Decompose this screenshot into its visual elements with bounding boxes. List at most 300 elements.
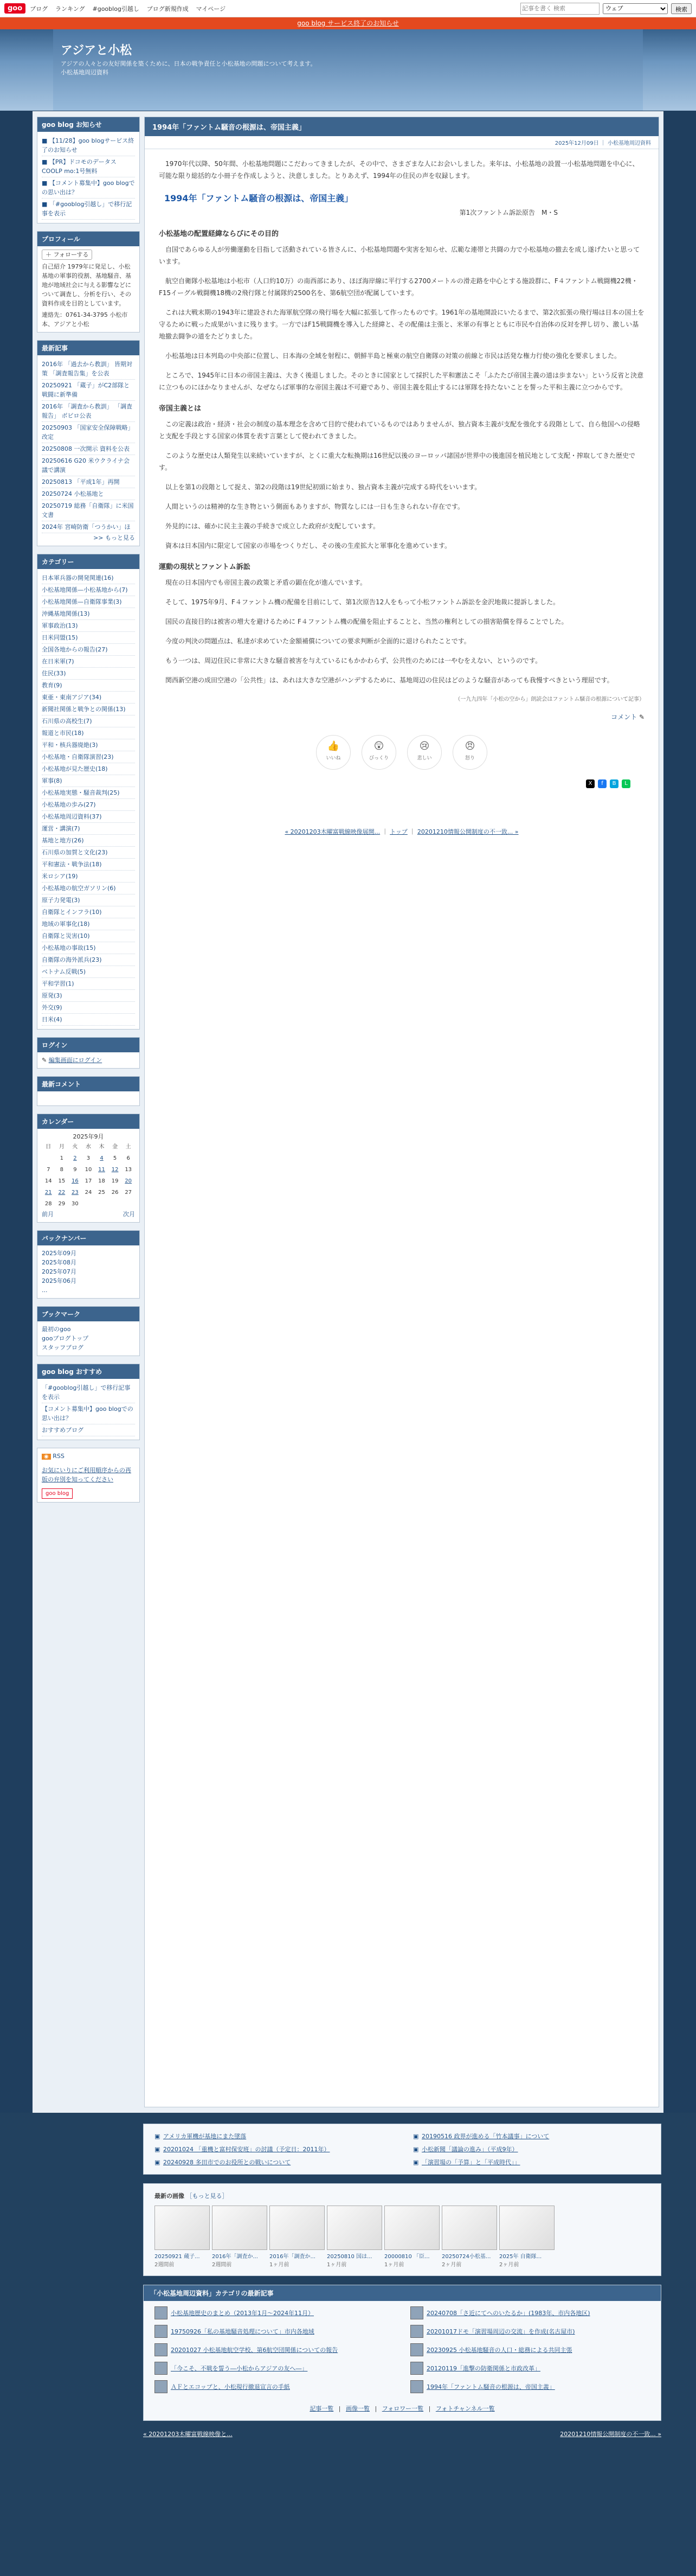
thumb-age: 2週間前 — [212, 2262, 232, 2268]
category-link[interactable]: 原発 — [42, 992, 54, 999]
comment-link[interactable]: コメント — [611, 713, 637, 721]
next-article-link[interactable]: 20201210情報公開制度の不一致... » — [417, 828, 519, 835]
reaction-icon: 😲 — [373, 740, 384, 752]
category-link[interactable]: 小松基地の航空ガソリン — [42, 885, 107, 892]
calendar-weekday: 水 — [85, 1144, 91, 1150]
category-latest-thumb[interactable] — [410, 2325, 423, 2338]
article-paragraph: この定義は政治・経済・社会の制度の基本理念を含めて目的で使われているものではありませんが、独占資本主義が支配を強化する段階として、自ら他国への侵略と支配を手段とする国家の体質を表す言葉として使われてきました。 — [159, 420, 640, 440]
category-link[interactable]: 平和憲法・戦争法 — [42, 861, 89, 868]
recent-link[interactable]: 20250808 一次開示 資料を公表 — [42, 445, 130, 452]
plus-icon: ＋ — [46, 251, 51, 258]
related-link-text: 20240928 多田市でのお役所との戦いについて — [163, 2159, 291, 2166]
recent-link[interactable]: 20250719 総務「自衛隊」に米国文書 — [42, 502, 134, 519]
reaction-button[interactable] — [407, 735, 442, 770]
related-link[interactable] — [154, 2158, 391, 2166]
image-section-more[interactable]: ［もっと見る］ — [186, 2193, 228, 2200]
topbar-link[interactable]: ランキング — [55, 5, 85, 12]
article-paragraph: ところで、1945年に日本の帝国主義は、大きく後退しました。そのときに国家として採択した平和憲法こそ「ふたたび帝国主義の道は歩まない」という反省と決意に立つものにほかなりませんが、なぜならば軍事的な帝国主義は不可避であり、帝国主義を阻止するには軍隊を持たないことを誓った平和主義に立つからです。 — [159, 372, 644, 391]
article-paragraph: 外見的には、確かに民主主義の手続きで成立した政府が支配しています。 — [165, 522, 380, 530]
notice-link[interactable]: goo blog サービス終了のお知らせ — [297, 20, 399, 27]
category-link[interactable]: 小松基地・自衛隊演習 — [42, 753, 101, 760]
category-latest-thumb[interactable] — [154, 2380, 167, 2393]
article-title-bar[interactable]: 1994年「ファントム騒音の根源は、帝国主義」 — [145, 117, 659, 136]
recent-link[interactable]: 20250813 「平成1年」再開 — [42, 478, 120, 485]
footer-nav-link[interactable]: 記事一覧 — [310, 2405, 334, 2412]
category-count: (10) — [78, 932, 90, 939]
calendar-day[interactable]: 22 — [58, 1190, 66, 1196]
calendar-weekday: 土 — [125, 1144, 131, 1150]
category-latest-link[interactable]: 20201027 小松基地航空学校、第6航空団関係についての報告 — [171, 2347, 338, 2354]
related-link-text: 「演習場の「予算」と「平成時代」」 — [422, 2159, 520, 2166]
recent-item — [42, 380, 135, 401]
reaction-icon: 😢 — [419, 740, 430, 752]
bookmark-link[interactable]: 最初のgoo — [42, 1326, 71, 1333]
article-paragraph: このような歴史は人類発生以来続いていますが、とくに重大な転換期は16世紀以後のヨーロッパ諸国が世界中の後進国を植民地として支配・搾取してきた歴史です。 — [159, 452, 636, 471]
recent-link[interactable]: 20250921 「蔵子」がC2部隊と戦闘に新準備 — [42, 382, 130, 398]
recent-box — [37, 340, 140, 546]
category-item — [42, 704, 135, 715]
category-latest-item[interactable] — [410, 2343, 650, 2356]
image-thumb[interactable] — [154, 2206, 209, 2268]
notice-item — [42, 135, 135, 156]
category-link[interactable]: 石川県の高校生 — [42, 718, 83, 725]
category-link[interactable]: 石川県の加賀と文化 — [42, 849, 95, 856]
footer-nav-link[interactable]: フォトチャンネル一覧 — [435, 2405, 495, 2412]
category-latest-link[interactable]: 20201017ドモ「演習場周辺の交流」を作成(名古屋市) — [427, 2328, 575, 2335]
thumb-icon: ▣ — [154, 2159, 160, 2166]
notice-box-title: goo blog お知らせ — [37, 117, 139, 132]
category-count: (26) — [72, 837, 84, 844]
thumb-image[interactable] — [384, 2206, 440, 2250]
category-latest-link[interactable]: 20120119「進撃の防衛関係と市政改革」 — [427, 2365, 540, 2372]
article-heading: 1994年「ファントム騒音の根源は、帝国主義」 — [164, 193, 353, 203]
category-latest-thumb[interactable] — [410, 2380, 423, 2393]
category-latest-item[interactable] — [154, 2362, 394, 2375]
category-link[interactable]: 教育 — [42, 682, 54, 689]
category-link[interactable]: 小松基地関係—小松基地から — [42, 586, 119, 593]
calendar-day[interactable]: 16 — [72, 1178, 79, 1184]
thumb-icon: ▣ — [154, 2146, 160, 2153]
thumb-caption[interactable]: 2016年「調査か... — [269, 2254, 315, 2260]
thumb-image[interactable] — [212, 2206, 267, 2250]
category-count: (19) — [66, 873, 78, 880]
calendar-day — [82, 1198, 95, 1210]
calendar-prev[interactable]: 前月 — [42, 1211, 54, 1218]
calendar-day: 14 — [44, 1178, 52, 1184]
thumb-icon: ▣ — [413, 2146, 419, 2153]
category-count: (7) — [83, 718, 92, 725]
profile-address: 連絡先：0761-34-3795 小松市本、アジアと小松 — [42, 311, 128, 328]
calendar-day[interactable]: 12 — [111, 1167, 119, 1173]
category-box — [37, 554, 140, 1030]
search-button[interactable]: 検索 — [671, 3, 692, 14]
blog-desc-line: 小松基地周辺資料 — [61, 69, 108, 76]
backnumber-more[interactable]: ... — [42, 1287, 48, 1294]
category-count: (5) — [77, 968, 86, 975]
category-item — [42, 871, 135, 883]
category-latest-item[interactable] — [410, 2380, 650, 2393]
article-paragraph: 自国であらゆる人が労働運動を目指して活動されている皆さんに、小松基地問題や実害を知らせ、広範な連帯と共闘の力で小松基地の撤去を成し遂げたいと思っています。 — [159, 246, 640, 265]
related-link[interactable] — [154, 2132, 391, 2140]
bookmark-link[interactable]: スタッフブログ — [42, 1344, 83, 1351]
osusume-box-title: goo blog おすすめ — [37, 1364, 139, 1379]
info-icon: ■ — [42, 180, 49, 187]
category-link[interactable]: 沖縄基地関係 — [42, 610, 78, 617]
calendar-next[interactable]: 次月 — [123, 1211, 135, 1218]
category-item — [42, 644, 135, 656]
category-link[interactable]: 自衛隊の海外派兵 — [42, 956, 89, 963]
category-count: (1) — [66, 980, 74, 987]
notice-item — [42, 177, 135, 199]
image-thumb[interactable] — [384, 2206, 439, 2268]
reaction-icon: 👍 — [327, 740, 340, 752]
backnumber-link[interactable]: 2025年06月 — [42, 1277, 76, 1284]
related-link-text: 20201024 「重機と富村保安班」の討議（予定日：2011年） — [163, 2146, 330, 2153]
notice-link[interactable]: 【PR】ドコモのデータスCOOLP mo:1号無料 — [42, 158, 117, 175]
sns-share-icon[interactable]: f — [598, 779, 607, 788]
footer-nav-link[interactable]: 画像一覧 — [346, 2405, 370, 2412]
reaction-button[interactable] — [362, 735, 396, 770]
section-heading: 小松基地の配置経緯ならびにその目的 — [159, 230, 279, 238]
topbar-link[interactable]: ブログ新規作成 — [146, 5, 189, 12]
category-link[interactable]: 小松基地が見た歴史 — [42, 765, 95, 772]
category-latest-item[interactable] — [410, 2306, 650, 2319]
calendar-day: 17 — [85, 1178, 92, 1184]
category-item — [42, 1002, 135, 1014]
category-latest-link[interactable]: 20230925 小松基地騒音の人口・総務による共同主張 — [427, 2347, 572, 2354]
thumb-caption[interactable]: 2025年 自衛隊... — [499, 2254, 542, 2260]
calendar-day[interactable]: 20 — [125, 1178, 132, 1184]
category-link[interactable]: 基地と地方 — [42, 837, 72, 844]
calendar-day — [95, 1198, 108, 1210]
recent-item — [42, 500, 135, 521]
login-link[interactable]: 編集画面にログイン — [48, 1057, 102, 1064]
category-count: (15) — [83, 944, 96, 951]
article-paragraph: 小松基地は日本列島の中央部に位置し、日本海の全域を射程に、朝鮮半島と極東の航空自衛隊の対策の前線と市民は活発な権力行使の強化を要求しました。 — [165, 352, 621, 360]
category-latest-thumb[interactable] — [154, 2362, 167, 2375]
related-link-text: アメリカ軍機が基地にまた墜落 — [163, 2133, 247, 2140]
category-count: (27) — [83, 801, 96, 808]
related-link[interactable] — [413, 2132, 650, 2140]
related-link[interactable] — [413, 2158, 650, 2166]
recent-link[interactable]: 2016年 「過去から教訓」 皆期対策 「調査報告集」を公表 — [42, 361, 132, 377]
calendar-box-title: カレンダー — [37, 1114, 139, 1129]
article-paragraph: 今度の判決の問題点は、私達が求めていた金額補償についての要求判断が全面的に退けられたことです。 — [165, 637, 471, 645]
category-link[interactable]: 平和学習 — [42, 980, 66, 987]
calendar-day[interactable]: 11 — [98, 1167, 105, 1173]
article-paragraph: 現在の日本国内でも帝国主義の政策と矛盾の顕在化が進んでいます。 — [165, 579, 367, 586]
thumb-caption[interactable]: 20250921 蔵子... — [154, 2254, 200, 2260]
category-latest-item[interactable] — [154, 2380, 394, 2393]
sns-share-icon[interactable]: B — [610, 779, 618, 788]
related-box — [143, 2124, 661, 2175]
image-thumb[interactable] — [212, 2206, 266, 2268]
category-box-title: カテゴリー — [37, 554, 139, 569]
thumb-age: 2週間前 — [154, 2262, 175, 2268]
recent-link[interactable]: 2016年 「調査から教訓」 「調査報告」 ボビロ公表 — [42, 403, 132, 419]
category-link[interactable]: 運営・講演 — [42, 825, 72, 832]
category-link[interactable]: 平和・核兵器廃絶 — [42, 742, 89, 749]
recent-link[interactable]: 2024年 宮崎防衛「つうかい」ほ — [42, 523, 131, 530]
calendar-day: 7 — [47, 1167, 50, 1173]
thumb-image[interactable] — [154, 2206, 210, 2250]
category-count: (27) — [95, 646, 108, 653]
category-item — [42, 894, 135, 906]
category-count: (23) — [101, 753, 114, 760]
page-wrap — [33, 111, 663, 2113]
thumb-caption[interactable]: 20000810 「臣... — [384, 2254, 430, 2260]
category-count: (16) — [101, 574, 114, 581]
category-count: (33) — [54, 670, 66, 677]
login-box-title: ログイン — [37, 1038, 139, 1052]
thumb-image[interactable] — [327, 2206, 382, 2250]
category-count: (23) — [95, 849, 108, 856]
bottom-prev-link[interactable]: « 20201203木曜富戦線映像と... — [143, 2431, 233, 2438]
bookmark-box — [37, 1306, 140, 1356]
category-item — [42, 692, 135, 704]
thumb-image[interactable] — [442, 2206, 497, 2250]
category-link[interactable]: 小松基地の歩み — [42, 801, 83, 808]
related-link[interactable] — [154, 2145, 391, 2153]
notice-item — [42, 199, 135, 220]
category-link[interactable]: 小松基地実態・騒音裁判 — [42, 789, 107, 796]
topbar-link[interactable]: マイページ — [196, 5, 226, 12]
category-latest-item[interactable] — [410, 2362, 650, 2375]
calendar-weekday: 金 — [112, 1144, 118, 1150]
calendar-day: 25 — [98, 1190, 105, 1196]
article-paragraph: もう一つは、周辺住民に非常に大きな騒音被害を与えているにもかかわらず、公共性のためには一やむをえない、というのです。 — [165, 657, 542, 664]
category-count: (23) — [89, 956, 102, 963]
topbar-links — [30, 4, 231, 13]
calendar-day: 28 — [44, 1201, 52, 1207]
category-link[interactable]: 住民 — [42, 670, 54, 677]
category-count: (6) — [107, 885, 116, 892]
category-item — [42, 918, 135, 930]
thumb-image[interactable] — [269, 2206, 325, 2250]
thumb-age: 2ヶ月前 — [499, 2262, 519, 2268]
calendar-day: 9 — [73, 1167, 77, 1173]
goo-topbar — [0, 0, 696, 17]
category-item — [42, 799, 135, 811]
backnumber-link[interactable]: 2025年07月 — [42, 1268, 76, 1275]
category-count: (18) — [72, 730, 84, 737]
blog-header — [0, 29, 696, 111]
category-latest-link[interactable]: 小松基地歴史のまとめ（2013年1月〜2024年11月） — [171, 2310, 314, 2317]
category-link[interactable]: 日本軍兵器の開発関連 — [42, 574, 101, 581]
rss-link[interactable]: RSS — [53, 1453, 65, 1460]
category-count: (3) — [113, 598, 122, 605]
category-latest-thumb[interactable] — [154, 2325, 167, 2338]
image-box — [143, 2183, 661, 2276]
category-count: (7) — [119, 586, 128, 593]
category-item — [42, 835, 135, 847]
category-count: (10) — [89, 909, 102, 916]
osusume-link[interactable]: 【コメント募集中】goo blogでの思い出は？ — [42, 1403, 135, 1424]
category-latest-thumb[interactable] — [410, 2362, 423, 2375]
article-paragraph: 関西新空港の成田空港の「公共性」は、あれは大きな空港がハンデするために、基地周辺の住民はどのような騒音があっても我慢すべきという理屈です。 — [165, 676, 614, 684]
notice-link[interactable]: 【11/28】goo blogサービス終了のお知らせ — [42, 137, 134, 154]
calendar-day[interactable]: 23 — [72, 1190, 79, 1196]
category-link[interactable]: 日米同盟 — [42, 634, 66, 641]
sns-share-icon[interactable]: L — [622, 779, 630, 788]
related-link-text: 小松新聞「議論の進み」（平成9年） — [422, 2146, 518, 2153]
blog-title[interactable]: アジアと小松 — [61, 43, 132, 57]
prev-article-link[interactable]: « 20201203木曜富戦線映像展開... — [285, 828, 381, 835]
category-latest-thumb[interactable] — [410, 2343, 423, 2356]
category-link[interactable]: 小松基地周辺資料 — [42, 813, 89, 820]
calendar-day: 3 — [86, 1155, 91, 1161]
category-count: (7) — [72, 825, 80, 832]
reaction-button[interactable] — [316, 735, 351, 770]
search-scope-select[interactable] — [603, 3, 668, 14]
calendar-day: 30 — [72, 1201, 79, 1207]
category-link[interactable]: 小松基地関係—自衛隊事業 — [42, 598, 113, 605]
calendar-day: 19 — [111, 1178, 119, 1184]
category-item — [42, 632, 135, 644]
sidebar-footer-note[interactable]: お気にいりにご利用順序からの再版の弁別を知ってください — [42, 1467, 131, 1483]
bottom-next-link[interactable]: 20201210情報公開制度の不一致... » — [560, 2431, 661, 2438]
category-count: (7) — [66, 658, 74, 665]
category-item — [42, 668, 135, 680]
related-link[interactable] — [413, 2145, 650, 2153]
category-latest-link[interactable]: 19750926「私の基地騒音処理について」市内各地域 — [171, 2328, 314, 2335]
category-latest-link[interactable]: ＡＦとエコップと、小松現行撤退宣言の手紙 — [171, 2383, 290, 2390]
article-paragraph: 資本は日本国内に限定して国家の市場をつくりだし、その後の生産拡大と軍事化を進めています。 — [165, 542, 452, 549]
article-paragraph: これは大戦末期の1943年に建設された海軍航空隊の飛行場を大幅に拡張して作ったものです。1961年の基地開設にいたるまで、第2次拡張の飛行場は日本の国土を守るために戦った成果がいまに残ります。一方ではF15戦闘機を導入した経緯と、その配備は主張と、米軍の有事とともに市民や自治体の反対を押し切り、激しい基地撤去闘争の道をたどりました。 — [159, 309, 645, 340]
category-count: (3) — [72, 897, 80, 904]
reaction-button[interactable] — [453, 735, 487, 770]
category-link[interactable]: ベトナム反戦 — [42, 968, 78, 975]
thumb-caption[interactable]: 2016年「調査か... — [212, 2254, 258, 2260]
recent-link[interactable]: 20250616 G20 米ウクライナ会議で講演 — [42, 457, 130, 474]
thumb-age: 1ヶ月前 — [327, 2262, 347, 2268]
image-thumb[interactable] — [269, 2206, 324, 2268]
calendar-day[interactable]: 4 — [100, 1155, 104, 1161]
category-item — [42, 823, 135, 835]
category-latest-item[interactable] — [154, 2325, 394, 2338]
osusume-link[interactable]: おすすめブログ — [42, 1424, 135, 1436]
category-link[interactable]: 在日米軍 — [42, 658, 66, 665]
search-input[interactable] — [520, 3, 600, 15]
category-item — [42, 763, 135, 775]
category-latest-title: 「小松基地周辺資料」カテゴリの最新記事 — [144, 2285, 661, 2301]
recent-item — [42, 359, 135, 380]
calendar-day[interactable]: 2 — [73, 1155, 77, 1161]
category-link[interactable]: 軍事政治 — [42, 622, 66, 629]
profile-text: 自己紹介 1979年に発足し、小松基地の軍事的役割、基地騒音、基地が地域社会に与える影響などについて調査し、分析を行い、その資料作成を目的としています。 — [42, 263, 131, 307]
category-link[interactable]: 軍事 — [42, 777, 54, 784]
thumb-age: 1ヶ月前 — [269, 2262, 289, 2268]
category-latest-link[interactable]: 「今こそ、不戦を誓う―小松からアジアの友へ―」 — [171, 2365, 308, 2372]
notice-link[interactable]: 「#gooblog引越し」で移行記事を表示 — [42, 201, 132, 217]
thumb-image[interactable] — [499, 2206, 555, 2250]
image-thumb[interactable] — [499, 2206, 553, 2268]
category-link[interactable]: 新聞社関係と戦争との関係 — [42, 706, 113, 713]
related-link-text: 20190516 政界が進める「竹本議事」について — [422, 2133, 550, 2140]
category-count: (9) — [54, 1004, 62, 1011]
category-link[interactable]: 東亜・東南アジア — [42, 694, 89, 701]
calendar-weekday: 木 — [99, 1144, 105, 1150]
footer-nav-link[interactable]: フォロワー一覧 — [382, 2405, 424, 2412]
category-latest-box: 「小松基地周辺資料」カテゴリの最新記事 小松基地歴史のまとめ（2013年1月〜2024年11月） 20240708「さ近にてへのいたるか」(1983年、市内各地区) 19750926「私の基地騒音処理について」市内各地域 20201017ドモ「演習場周辺の交流」を作成(名古屋市) 20201027 小松基地航空学校、第6航空団関係についての報告 20230925 小松基地騒音の人口・総務による共同主張 「今こそ、不戦を誓う―小松からアジアの友へ―」 20120119「進撃の防衛関係と市政改革」 ＡＦとエコップと、小松現行撤退宣言の手紙 1994年「ファントム騒音の根源は、帝国主義」 記事一覧 | 画像一覧 | フォロワー一覧 | フォトチャンネル一覧 — [143, 2285, 661, 2421]
category-link[interactable]: 報道と市民 — [42, 730, 72, 737]
category-link[interactable]: 原子力発電 — [42, 897, 72, 904]
category-latest-item[interactable] — [154, 2306, 394, 2319]
recent-more-link[interactable]: >> もっと見る — [93, 534, 135, 541]
thumb-age: 2ヶ月前 — [442, 2262, 462, 2268]
recent-link[interactable]: 20250724 小松基地と — [42, 490, 104, 497]
category-link[interactable]: 自衛隊とインフラ — [42, 909, 89, 916]
bookmark-link[interactable]: gooブログトップ — [42, 1335, 89, 1342]
article-intro: 1970年代以降、50年間、小松基地問題にこだわってきましたが、その中で、さまざまな人にお会いしました。来年は、小松基地の設置一小松基地問題を中心に、可能な限り総括的な小冊子を作成しようと、決意しました。とりあえず、1994年の住民の声を収録します。 — [159, 160, 639, 180]
calendar-day: 26 — [111, 1190, 119, 1196]
goo-blog-badge[interactable]: goo blog — [42, 1488, 73, 1499]
follow-button[interactable] — [42, 250, 92, 260]
backnumber-link[interactable]: 2025年08月 — [42, 1259, 76, 1266]
osusume-link[interactable]: 「#gooblog引越し」で移行記事を表示 — [42, 1382, 135, 1403]
category-count: (37) — [89, 813, 102, 820]
calendar-month: 2025年9月 — [73, 1133, 104, 1140]
category-link[interactable]: 米ロシア — [42, 873, 66, 880]
topbar-link[interactable]: ブログ — [30, 5, 48, 12]
backnumber-link[interactable]: 2025年09月 — [42, 1250, 76, 1257]
category-link[interactable]: 小松基地の事故 — [42, 944, 83, 951]
category-latest-thumb[interactable] — [154, 2343, 167, 2356]
notice-box — [37, 117, 140, 223]
reaction-icon: 😠 — [465, 740, 475, 752]
calendar-day: 1 — [60, 1155, 64, 1161]
category-latest-thumb[interactable] — [410, 2306, 423, 2319]
recent-item — [42, 401, 135, 422]
recent-link[interactable]: 20250903 「国家安全保障戦略」改定 — [42, 424, 134, 440]
notice-link[interactable]: 【コメント募集中】goo blogでの思い出は？ — [42, 180, 135, 196]
profile-box — [37, 231, 140, 333]
thumb-caption[interactable]: 20250810 国は... — [327, 2254, 372, 2260]
recent-box-title: 最新記事 — [37, 341, 139, 355]
article-meta: 2025年12月09日 ｜ 小松基地周辺資料 — [145, 136, 659, 149]
category-count: (9) — [54, 682, 62, 689]
thumb-caption[interactable]: 20250724小松基... — [442, 2254, 491, 2260]
topbar-link[interactable]: #gooblog引越し — [92, 5, 139, 12]
category-link[interactable]: 全国各地からの報告 — [42, 646, 95, 653]
category-link[interactable]: 自衛隊と災害 — [42, 932, 78, 939]
category-link[interactable]: 外交 — [42, 1004, 54, 1011]
article-paragraph: 航空自衛隊小松基地は小松市（人口約10万）の南西部にあり、ほぼ海岸線に平行する2700メートルの滑走路を中心とする施設群に、F４ファントム戦闘機22機・F15イーグル戦闘機18機の2飛行隊と付属隊約2500名を、第6航空団が配属しています。 — [159, 277, 638, 297]
recent-item — [42, 476, 135, 488]
goo-logo[interactable]: goo — [4, 3, 25, 14]
category-count: (3) — [89, 742, 98, 749]
category-latest-item[interactable] — [154, 2343, 394, 2356]
sns-share-icon[interactable]: X — [586, 779, 595, 788]
image-thumb[interactable] — [327, 2206, 381, 2268]
category-latest-link[interactable]: 1994年「ファントム騒音の根源は、帝国主義」 — [427, 2383, 555, 2390]
reaction-label: いいね — [326, 756, 341, 761]
category-item — [42, 883, 135, 894]
category-item — [42, 1014, 135, 1026]
category-item — [42, 727, 135, 739]
category-latest-link[interactable]: 20240708「さ近にてへのいたるか」(1983年、市内各地区) — [427, 2310, 590, 2317]
article-source: （一九九四年「小松の空から」朗読会はファントム騒音の根源について記事） — [455, 696, 645, 702]
category-item — [42, 906, 135, 918]
category-link[interactable]: 日米 — [42, 1016, 54, 1023]
recent-item — [42, 422, 135, 443]
calendar-day[interactable]: 21 — [44, 1190, 52, 1196]
category-latest-item[interactable] — [410, 2325, 650, 2338]
category-link[interactable]: 地域の軍事化 — [42, 921, 78, 928]
category-latest-thumb[interactable] — [154, 2306, 167, 2319]
image-thumb[interactable] — [442, 2206, 496, 2268]
top-link[interactable]: トップ — [390, 828, 408, 835]
